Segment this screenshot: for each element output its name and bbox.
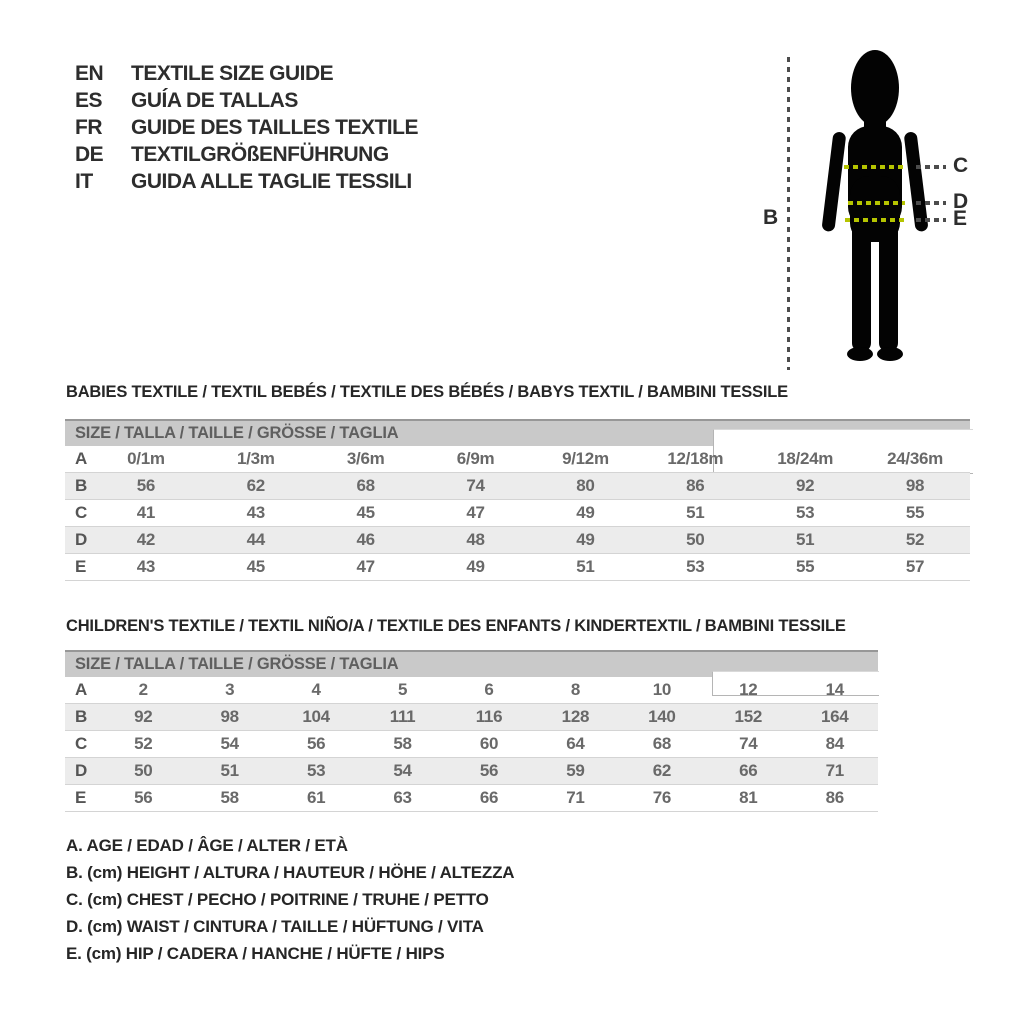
table-row xyxy=(65,554,970,581)
size-value-cell: 58 xyxy=(220,788,239,807)
language-code: FR xyxy=(75,115,102,139)
size-value-cell: 56 xyxy=(306,734,326,753)
row-label: B xyxy=(75,476,87,495)
size-value-cell: 43 xyxy=(136,557,156,576)
row-label: A xyxy=(75,449,87,468)
child-silhouette-figure xyxy=(820,50,930,370)
size-value-cell: 152 xyxy=(734,707,763,726)
size-value-cell: 49 xyxy=(576,530,595,549)
row-label: D xyxy=(75,530,87,549)
size-value-cell: 44 xyxy=(246,530,265,549)
size-value-cell: 43 xyxy=(246,503,265,522)
size-value-cell: 14 xyxy=(825,680,844,699)
size-value-cell: 92 xyxy=(134,707,153,726)
size-value-cell: 55 xyxy=(905,503,925,522)
language-row xyxy=(75,168,418,195)
size-value-cell: 46 xyxy=(356,530,375,549)
size-value-cell: 52 xyxy=(134,734,153,753)
size-value-cell: 47 xyxy=(466,503,485,522)
size-value-cell: 66 xyxy=(479,788,499,807)
row-label: E xyxy=(75,557,87,576)
size-value-cell: 52 xyxy=(905,530,925,549)
hip-line-connector xyxy=(916,218,946,222)
height-dashed-line xyxy=(787,57,790,370)
size-value-cell: 140 xyxy=(648,707,676,726)
size-value-cell: 55 xyxy=(796,557,815,576)
table-row xyxy=(65,473,970,500)
babies-table-rows xyxy=(65,446,970,581)
size-value-cell: 63 xyxy=(393,788,412,807)
size-value-cell: 61 xyxy=(306,788,326,807)
hip-label: E xyxy=(953,207,968,230)
size-value-cell: 2 xyxy=(138,680,148,699)
size-value-cell: 5 xyxy=(397,680,408,699)
size-value-cell: 49 xyxy=(576,503,595,522)
size-value-cell: 74 xyxy=(739,734,758,753)
size-value-cell: 74 xyxy=(466,476,485,495)
table-row xyxy=(65,446,970,473)
chest-label: C xyxy=(953,154,969,177)
children-section-title: CHILDREN'S TEXTILE / TEXTIL NIÑO/A / TEXTILE DES ENFANTS / KINDERTEXTIL / BAMBINI TESSILE xyxy=(66,617,846,635)
row-label: E xyxy=(75,788,87,807)
language-list xyxy=(75,60,418,195)
language-code: DE xyxy=(75,142,104,166)
table-row xyxy=(65,704,878,731)
size-value-cell: 84 xyxy=(825,734,844,753)
size-value-cell: 9/12m xyxy=(562,449,609,468)
size-value-cell: 111 xyxy=(389,707,416,726)
size-value-cell: 56 xyxy=(479,761,499,780)
size-value-cell: 50 xyxy=(686,530,705,549)
size-value-cell: 86 xyxy=(825,788,844,807)
language-code: ES xyxy=(75,88,103,112)
waist-label: D xyxy=(953,190,969,213)
size-value-cell: 128 xyxy=(561,707,590,726)
legend-item: C. (cm) CHEST / PECHO / POITRINE / TRUHE / PETTO xyxy=(66,889,489,909)
size-value-cell: 66 xyxy=(739,761,758,780)
size-value-cell: 64 xyxy=(566,734,585,753)
language-code: EN xyxy=(75,61,104,85)
row-label: C xyxy=(75,503,87,522)
size-value-cell: 56 xyxy=(136,476,156,495)
size-value-cell: 59 xyxy=(566,761,585,780)
table-row xyxy=(65,758,878,785)
table-row xyxy=(65,785,878,812)
size-value-cell: 50 xyxy=(134,761,153,780)
table-row xyxy=(65,527,970,554)
size-value-cell: 58 xyxy=(393,734,412,753)
size-value-cell: 53 xyxy=(686,557,705,576)
chest-line-connector xyxy=(916,165,946,169)
size-value-cell: 12 xyxy=(739,680,758,699)
size-value-cell: 51 xyxy=(576,557,595,576)
babies-table-header: SIZE / TALLA / TAILLE / GRÖSSE / TAGLIA xyxy=(65,419,970,446)
size-value-cell: 45 xyxy=(356,503,375,522)
child-silhouette xyxy=(821,50,928,361)
size-value-cell: 54 xyxy=(220,734,239,753)
hip-line-accent xyxy=(845,218,906,222)
size-value-cell: 68 xyxy=(652,734,671,753)
babies-section-title: BABIES TEXTILE / TEXTIL BEBÉS / TEXTILE DES BÉBÉS / BABYS TEXTIL / BAMBINI TESSILE xyxy=(66,383,788,401)
waist-line-accent xyxy=(848,201,905,205)
language-title: GUÍA DE TALLAS xyxy=(131,88,298,112)
size-value-cell: 41 xyxy=(136,503,156,522)
children-table-rows xyxy=(65,677,878,812)
row-label: B xyxy=(75,707,87,726)
legend-item: D. (cm) WAIST / CINTURA / TAILLE / HÜFTUNG / VITA xyxy=(66,916,484,936)
size-value-cell: 53 xyxy=(306,761,326,780)
size-value-cell: 6 xyxy=(484,680,494,699)
size-value-cell: 0/1m xyxy=(127,449,165,468)
language-title: TEXTILGRÖßENFÜHRUNG xyxy=(131,142,389,166)
size-value-cell: 49 xyxy=(466,557,485,576)
size-value-cell: 86 xyxy=(686,476,705,495)
size-value-cell: 104 xyxy=(302,707,330,726)
size-value-cell: 18/24m xyxy=(777,449,834,468)
size-value-cell: 54 xyxy=(393,761,412,780)
size-value-cell: 68 xyxy=(356,476,375,495)
size-value-cell: 92 xyxy=(796,476,815,495)
measurement-legend xyxy=(66,832,514,967)
size-value-cell: 24/36m xyxy=(887,449,943,468)
size-value-cell: 12/18m xyxy=(667,449,724,468)
size-value-cell: 47 xyxy=(356,557,375,576)
size-value-cell: 81 xyxy=(739,788,758,807)
waist-line-connector xyxy=(916,201,946,205)
language-row xyxy=(75,87,418,114)
legend-item: B. (cm) HEIGHT / ALTURA / HAUTEUR / HÖHE / ALTEZZA xyxy=(66,862,515,882)
size-value-cell: 53 xyxy=(796,503,815,522)
size-value-cell: 51 xyxy=(220,761,239,780)
row-label: C xyxy=(75,734,87,753)
table-row xyxy=(65,731,878,758)
chest-line-accent xyxy=(844,165,905,169)
language-title: GUIDE DES TAILLES TEXTILE xyxy=(131,115,418,139)
language-code: IT xyxy=(75,169,93,193)
size-value-cell: 4 xyxy=(311,680,321,699)
size-value-cell: 51 xyxy=(796,530,815,549)
table-row xyxy=(65,677,878,704)
size-value-cell: 62 xyxy=(246,476,265,495)
children-table-header: SIZE / TALLA / TAILLE / GRÖSSE / TAGLIA xyxy=(65,650,878,677)
size-value-cell: 8 xyxy=(570,680,580,699)
size-value-cell: 60 xyxy=(479,734,499,753)
language-row xyxy=(75,114,418,141)
babies-size-table xyxy=(65,419,970,581)
height-label: B xyxy=(763,206,779,229)
table-row xyxy=(65,500,970,527)
language-title: GUIDA ALLE TAGLIE TESSILI xyxy=(131,169,412,193)
row-label: D xyxy=(75,761,87,780)
language-row xyxy=(75,141,418,168)
size-value-cell: 116 xyxy=(475,707,503,726)
legend-item: E. (cm) HIP / CADERA / HANCHE / HÜFTE / HIPS xyxy=(66,943,445,963)
size-value-cell: 6/9m xyxy=(456,449,495,468)
size-value-cell: 71 xyxy=(825,761,844,780)
language-title: TEXTILE SIZE GUIDE xyxy=(131,61,334,85)
size-value-cell: 98 xyxy=(905,476,925,495)
size-value-cell: 42 xyxy=(136,530,156,549)
size-value-cell: 3/6m xyxy=(346,449,385,468)
language-row xyxy=(75,60,418,87)
size-value-cell: 48 xyxy=(466,530,485,549)
size-value-cell: 62 xyxy=(652,761,671,780)
size-value-cell: 45 xyxy=(246,557,265,576)
size-value-cell: 71 xyxy=(566,788,585,807)
legend-item: A. AGE / EDAD / ÂGE / ALTER / ETÀ xyxy=(66,835,348,855)
size-value-cell: 80 xyxy=(576,476,595,495)
size-value-cell: 98 xyxy=(220,707,239,726)
size-value-cell: 51 xyxy=(686,503,705,522)
size-value-cell: 1/3m xyxy=(237,449,275,468)
row-label: A xyxy=(75,680,87,699)
size-value-cell: 3 xyxy=(225,680,235,699)
size-value-cell: 57 xyxy=(905,557,925,576)
size-value-cell: 10 xyxy=(652,680,671,699)
size-value-cell: 76 xyxy=(652,788,671,807)
size-value-cell: 56 xyxy=(134,788,153,807)
size-value-cell: 164 xyxy=(820,707,849,726)
children-size-table xyxy=(65,650,878,812)
